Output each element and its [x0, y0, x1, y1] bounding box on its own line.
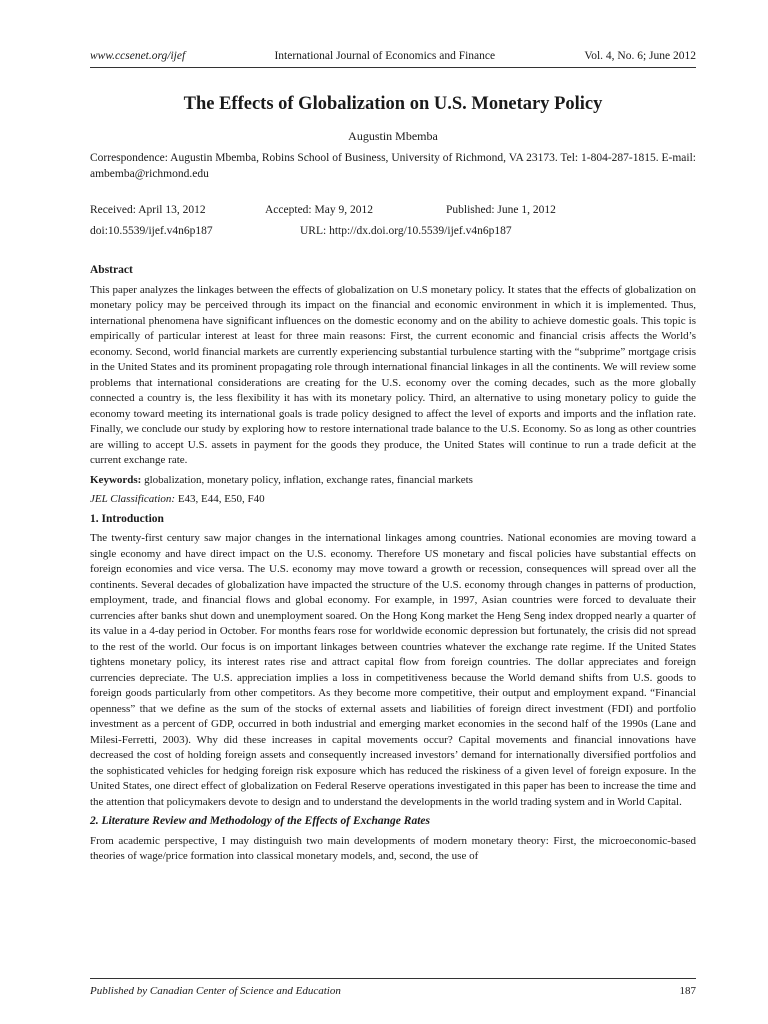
page-number: 187 [679, 985, 696, 997]
accepted-date: Accepted: May 9, 2012 [265, 204, 373, 216]
section-1-text: The twenty-first century saw major changes in the international linkages among countries. National economies are moving toward a single economy and have direct impact on the U.S. economy. Therefore US monetary and fiscal policies have substantial effects on foreign economies and vice versa. The U.S. economy may move toward a growth or recession, consequences will spread over all the continents. Several decades of globalization have impacted the structure of the U.S. economy through changes in patterns of production, employment, trade, and financial flows and global economy. For example, in 1997, Asian countries were forced to devaluate their currencies after banks shut down and unemployment soared. On the Hong Kong market the Heng Seng index dropped nearly a quarter of its value in a 4-day period in October. For months fears rose for worldwide economic depression but fortunately, the crisis did not spread to the rest of the world. Our focus is on important linkages between countries whatever the exchange rate regime. If the United States tightens monetary policy, its interest rates rise and attract capital flow from foreign countries. The dollar appreciates and foreign currencies depreciate. The U.S. appreciation implies a loss in competitiveness because the World demand shifts from U.S. goods to foreign goods particularly from other competitors. As they become more competitive, their output and employment expand. “Financial openness” that we define as the sum of the stocks of external assets and liabilities of foreign direct investment (FDI) and portfolio investment as a percent of GDP, occurred in both industrial and emerging market economies in the second half of the 1990s (Lane and Milesi-Ferretti, 2003). Why did these increases in capital movements occur? Capital movements and financial innovations have decreased the cost of holding foreign assets and consequently increased investors’ demand for internationally diversified portfolios and the sophisticated vehicles for hedging foreign risk exposure which has reduced the riskiness of a given level of foreign exposure. In the United States, one direct effect of globalization on Federal Reserve operations investigated in this paper has been to increase the time and the attention that policymakers devote to design and to understand the developments in the world trading system and in World Capital. [90, 532, 696, 808]
keywords-label: Keywords: [90, 473, 142, 486]
publisher-text: Published by Canadian Center of Science and Education [90, 985, 341, 997]
author-name: Augustin Mbemba [348, 129, 438, 143]
jel-text: E43, E44, E50, F40 [177, 493, 265, 505]
published-date: Published: June 1, 2012 [446, 204, 556, 216]
page-footer [90, 978, 696, 997]
journal-website-link[interactable]: www.ccsenet.org/ijef [90, 50, 186, 62]
paper-title: The Effects of Globalization on U.S. Monetary Policy [183, 94, 603, 114]
running-header [90, 50, 696, 62]
doi-url-link[interactable]: URL: http://dx.doi.org/10.5539/ijef.v4n6p187 [300, 225, 512, 237]
correspondence: Correspondence: Augustin Mbemba, Robins School of Business, University of Richmond, VA 23173. Tel: 1-804-287-1815. E-mail: ambemba@richmond.edu [90, 152, 696, 180]
doi-text: doi:10.5539/ijef.v4n6p187 [90, 225, 213, 237]
received-date: Received: April 13, 2012 [90, 204, 206, 216]
section-1-heading: 1. Introduction [90, 512, 164, 525]
jel-label: JEL Classification: [90, 493, 176, 505]
keywords-line [90, 473, 696, 489]
section-2-text: From academic perspective, I may distinguish two main developments of modern monetary theory: First, the microeconomic-based theories of wage/price formation into classical monetary models, and, second, the use of [90, 834, 696, 862]
issue-info: Vol. 4, No. 6; June 2012 [584, 50, 696, 62]
jel-line [90, 492, 696, 508]
article-body [90, 263, 696, 869]
abstract-text: This paper analyzes the linkages between the effects of globalization on U.S monetary policy. It states that the effects of globalization on monetary policy may be perceived through its impact on the financial and economic environment in which it is implemented. Thus, international phenomena have significant influences on the domestic economy and on the ability to achieve domestic goals. This topic is empirically of particular interest at least for three main reasons: First, the current economic and financial crisis affects the World’s economy. Second, world financial markets are currently experiencing substantial turbulence starting with the “subprime” mortgage crisis in the United States and its prominent propagating role through international financial linkages in all the continents. We will review some problems that international considerations are creating for the U.S. economy over the coming decades, such as the more globally connected a country is, the less flexibility it has with its monetary policy. Third, an alternative to using monetary policy to guide the economy toward meeting its international goals is trade policy designed to affect the level of exports and imports and the inflation rate. Finally, we conclude our study by exploring how to restore international trade balance to the U.S. Economy. So as long as other countries are willing to accept U.S. assets in payment for the goods they produce, the United States will continue to run a trade deficit at the current exchange rate. [90, 283, 696, 466]
abstract-heading: Abstract [90, 264, 133, 276]
keywords-text: globalization, monetary policy, inflation, exchange rates, financial markets [144, 473, 473, 486]
section-2-heading: 2. Literature Review and Methodology of the Effects of Exchange Rates [90, 815, 430, 827]
header-divider [90, 67, 696, 68]
journal-name: International Journal of Economics and Finance [274, 50, 496, 62]
